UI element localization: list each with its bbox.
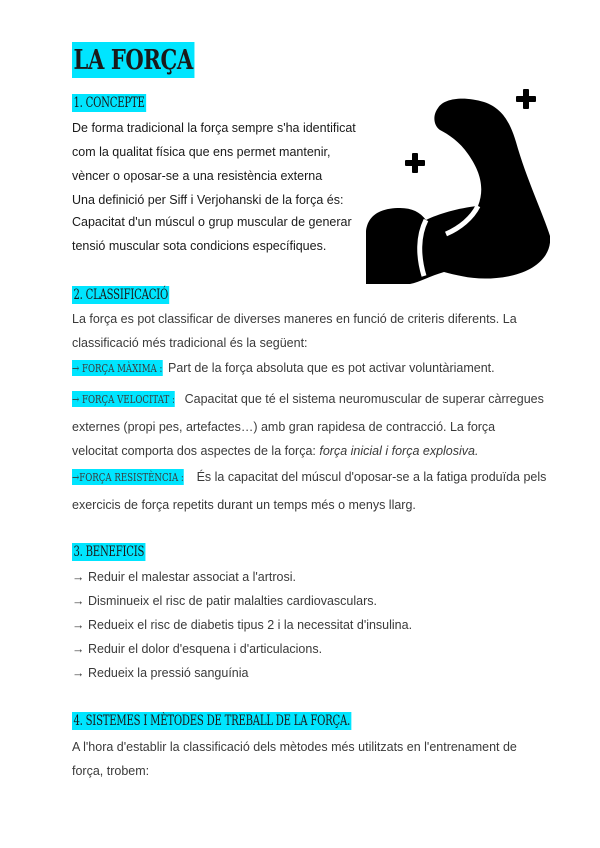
forca-velocitat-line [72,391,544,407]
list-item: → Redueix la pressió sanguínia [72,666,249,680]
paragraph-line: vèncer o oposar-se a una resistència externa [72,169,323,183]
paragraph-line: De forma tradicional la força sempre s'ha identificat [72,121,356,135]
forca-maxima-label: → FORÇA MÀXIMA : [72,361,163,375]
paragraph-line: força, trobem: [72,764,150,778]
section-heading-sistemes: 4. SISTEMES I MÈTODES DE TREBALL DE LA FORÇA. [73,713,351,729]
forca-resistencia-line [72,469,546,485]
section-heading-classificacio: 2. CLASSIFICACIÓ [73,287,169,303]
section-heading-concepte: 1. CONCEPTE [73,95,145,111]
list-item: → Reduir el malestar associat a l'artrosi. [72,570,296,584]
plus-icon [516,89,536,109]
flexed-muscle-icon [360,86,550,286]
section-heading-beneficis: 3. BENEFICIS [73,544,145,560]
paragraph-line: com la qualitat física que ens permet mantenir, [72,145,331,159]
page-title: LA FORÇA [72,42,194,78]
forca-resistencia-label: →FORÇA RESISTÈNCIA : [72,470,184,484]
forca-maxima-text: Part de la força absoluta que es pot activar voluntàriament. [164,361,495,375]
paragraph-line: A l'hora d'establir la classificació dels mètodes més utilitzats en l'entrenament de [72,740,517,754]
forca-velocitat-text: Capacitat que té el sistema neuromuscular de superar càrregues [181,392,544,406]
paragraph-line: La força es pot classificar de diverses maneres en funció de criteris diferents. La [72,312,517,326]
list-item: → Disminueix el risc de patir malalties cardiovasculars. [72,594,377,608]
paragraph-line: Capacitat d'un múscul o grup muscular de generar [72,215,352,229]
list-item: → Reduir el dolor d'esquena i d'articulacions. [72,642,323,656]
paragraph-line: externes (propi pes, artefactes…) amb gran rapidesa de contracció. La força [72,420,496,434]
forca-maxima-line [72,360,495,376]
velocitat-aspects-italic: força inicial i força explosiva. [319,444,479,458]
forca-resistencia-text: És la capacitat del múscul d'oposar-se a la fatiga produïda pels [193,470,547,484]
plus-icon [405,153,425,173]
paragraph-line: exercicis de força repetits durant un temps més o menys llarg. [72,498,416,512]
paragraph-line [72,443,478,459]
paragraph-line: Una definició per Siff i Verjohanski de la força és: [72,193,344,207]
list-item: → Redueix el risc de diabetis tipus 2 i la necessitat d'insulina. [72,618,413,632]
velocitat-aspects-text: velocitat comporta dos aspectes de la força: [72,444,320,458]
forca-velocitat-label: → FORÇA VELOCITAT : [72,392,175,406]
paragraph-line: classificació més tradicional és la següent: [72,336,308,350]
paragraph-line: tensió muscular sota condicions específiques. [72,239,327,253]
